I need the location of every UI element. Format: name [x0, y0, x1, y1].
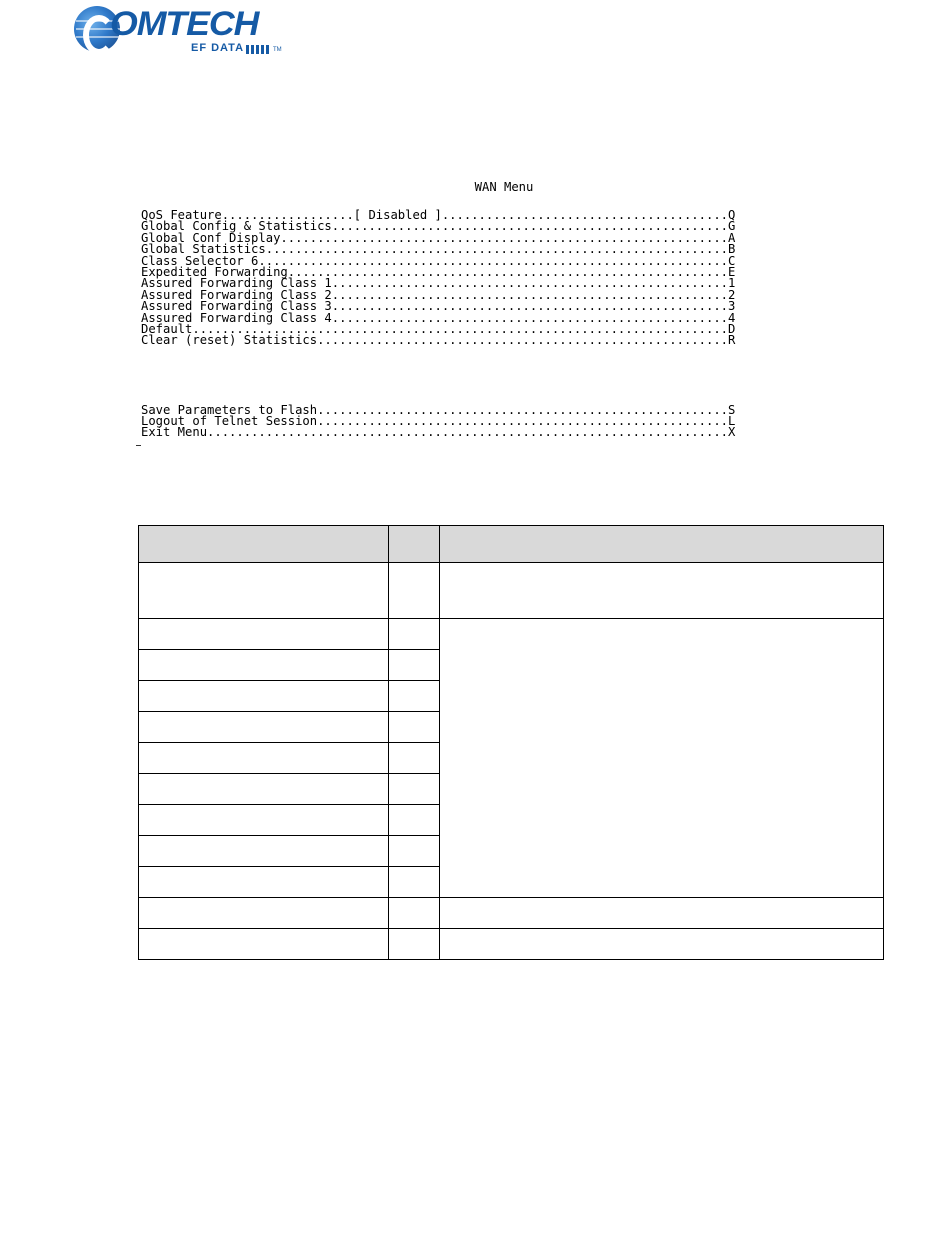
- menu-description-table: [138, 525, 884, 960]
- table-header-cell: [389, 526, 440, 563]
- terminal-cursor: [136, 445, 141, 446]
- menu-item-expedited-forwarding[interactable]: Expedited Forwarding............................................................E: [141, 264, 736, 279]
- menu-item-assured-forwarding-3[interactable]: Assured Forwarding Class 3......................................................3: [141, 299, 736, 314]
- logo-bars-icon: [246, 45, 282, 54]
- table-header-cell: [440, 526, 884, 563]
- table-merged-cell: [440, 619, 884, 898]
- menu-item-logout-telnet[interactable]: Logout of Telnet Session........................................................L: [141, 414, 736, 429]
- table-header-row: [139, 526, 884, 563]
- menu-item-global-config-statistics[interactable]: Global Config & Statistics......................................................G: [141, 219, 736, 234]
- menu-item-assured-forwarding-4[interactable]: Assured Forwarding Class 4......................................................4: [141, 310, 736, 325]
- comtech-ef-data-logo: [70, 4, 300, 56]
- menu-item-class-selector-6[interactable]: Class Selector 6................................................................C: [141, 253, 736, 268]
- logo-sub-label: EF DATA: [191, 42, 245, 54]
- wan-menu-title: WAN Menu: [474, 180, 534, 194]
- menu-item-default[interactable]: Default.........................................................................D: [141, 321, 736, 336]
- menu-item-clear-statistics[interactable]: Clear (reset) Statistics........................................................R: [141, 333, 736, 348]
- table-row: [139, 929, 884, 960]
- menu-item-assured-forwarding-2[interactable]: Assured Forwarding Class 2......................................................2: [141, 287, 736, 302]
- table-header-cell: [139, 526, 389, 563]
- menu-item-save-parameters[interactable]: Save Parameters to Flash........................................................S: [141, 402, 736, 417]
- table-row: [139, 898, 884, 929]
- trademark-mark: TM: [273, 47, 282, 53]
- table-row: [139, 619, 884, 650]
- menu-item-qos-feature[interactable]: QoS Feature..................[ Disabled ].......................................Q: [141, 208, 736, 222]
- menu-item-assured-forwarding-1[interactable]: Assured Forwarding Class 1......................................................1: [141, 276, 736, 291]
- table-row: [139, 563, 884, 619]
- menu-item-exit-menu[interactable]: Exit Menu.......................................................................X: [141, 425, 736, 440]
- logo-wordmark: OMTECH: [110, 5, 259, 43]
- menu-item-global-conf-display[interactable]: Global Conf Display.............................................................A: [141, 230, 736, 245]
- menu-item-global-statistics[interactable]: Global Statistics...............................................................B: [141, 242, 736, 257]
- wan-menu-screen: [136, 180, 876, 439]
